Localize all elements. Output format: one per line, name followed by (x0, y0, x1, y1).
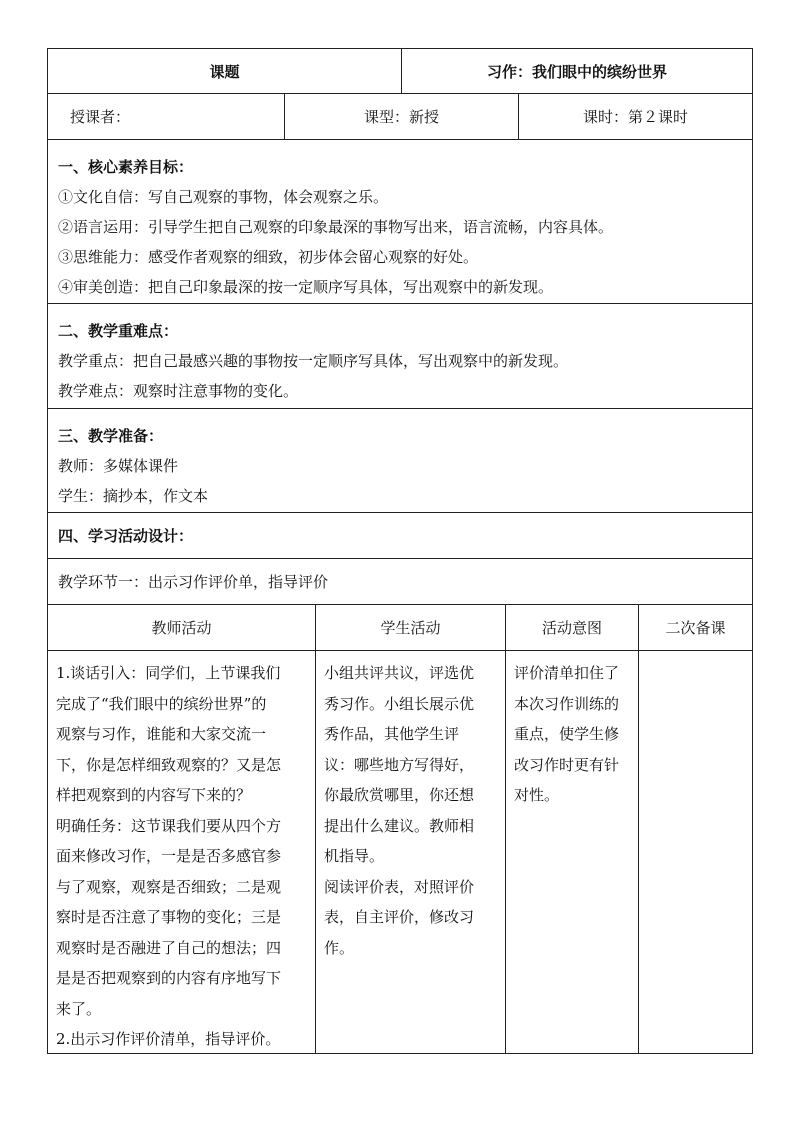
topic-row (47, 48, 753, 94)
teacher-activity-line: 来了。 (56, 999, 102, 1018)
activity-columns-header (47, 605, 753, 651)
preparation-item: 教师：多媒体课件 (58, 457, 179, 475)
student-activity-line: 你最欣赏哪里，你还想 (324, 786, 475, 804)
intent-line: 对性。 (514, 786, 560, 804)
teacher-activity-cell (48, 651, 315, 1053)
lesson-hours: 课时：第２课时 (518, 94, 752, 139)
teacher-activity-line: 下，你是怎样细致观察的？又是怎 (56, 755, 282, 774)
student-activity-cell (315, 651, 505, 1053)
student-activity-line: 表，自主评价，修改习 (324, 908, 475, 926)
intent-line: 重点，使学生修 (514, 725, 620, 743)
column-header-second-prep: 二次备课 (638, 605, 752, 650)
preparation-item: 学生：摘抄本，作文本 (58, 487, 209, 505)
student-activity-line: 作。 (324, 938, 355, 957)
teacher-activity-line: 样把观察到的内容写下来的？ (56, 786, 252, 804)
goal-item: ②语言运用：引导学生把自己观察的印象最深的事物写出来，语言流畅，内容具体。 (58, 218, 614, 236)
key-point-item: 教学重点：把自己最感兴趣的事物按一定顺序写具体，写出观察中的新发现。 (58, 352, 569, 370)
second-prep-cell (638, 651, 752, 1053)
preparation-section (47, 409, 753, 513)
preparation-heading: 三、教学准备： (58, 427, 164, 445)
segment-row (47, 559, 753, 605)
key-point-item: 教学难点：观察时注意事物的变化。 (58, 382, 299, 400)
teacher-activity-line: 1.谈话引入：同学们，上节课我们 (56, 664, 281, 682)
teacher-activity-line: 察时是否注意了事物的变化；三是 (56, 908, 282, 926)
info-row (47, 94, 753, 140)
teacher-activity-line: 与了观察，观察是否细致；二是观 (56, 877, 282, 896)
topic-label: 课题 (209, 62, 240, 81)
lesson-plan-table (47, 48, 753, 1054)
intent-line: 本次习作训练的 (514, 694, 620, 713)
teacher-activity-line: 明确任务：这节课我们要从四个方 (56, 816, 282, 835)
column-header-student: 学生活动 (315, 605, 505, 650)
intent-line: 评价清单扣住了 (514, 664, 620, 682)
student-activity-line: 阅读评价表，对照评价 (324, 877, 475, 896)
teacher-activity-line: 完成了“我们眼中的缤纷世界”的 (56, 694, 267, 713)
goals-section (47, 140, 753, 304)
student-activity-line: 小组共评共议，评选优 (324, 664, 475, 682)
goal-item: ③思维能力：感受作者观察的细致，初步体会留心观察的好处。 (58, 248, 479, 266)
key-points-section (47, 304, 753, 409)
teacher-label: 授课者： (70, 108, 131, 126)
goal-item: ①文化自信：写自己观察的事物，体会观察之乐。 (58, 188, 389, 206)
student-activity-line: 秀习作。小组长展示优 (324, 694, 475, 713)
student-activity-line: 机指导。 (324, 847, 385, 865)
teacher-activity-line: 2.出示习作评价清单，指导评价。 (56, 1030, 281, 1048)
teacher-activity-line: 观察时是否融进了自己的想法；四 (56, 938, 282, 957)
key-points-heading: 二、教学重难点： (58, 322, 179, 340)
intent-cell (505, 651, 638, 1053)
goals-heading: 一、核心素养目标： (58, 158, 194, 176)
topic-value: 习作：我们眼中的缤纷世界 (401, 49, 752, 93)
intent-line: 改习作时更有针 (514, 755, 620, 774)
student-activity-line: 秀作品，其他学生评 (324, 725, 460, 743)
lesson-type: 课型：新授 (284, 94, 518, 139)
activity-heading: 四、学习活动设计： (58, 527, 194, 545)
student-activity-line: 提出什么建议。教师相 (324, 816, 475, 835)
column-header-intent: 活动意图 (505, 605, 638, 650)
column-header-teacher: 教师活动 (151, 619, 212, 637)
goal-item: ④审美创造：把自己印象最深的按一定顺序写具体，写出观察中的新发现。 (58, 278, 554, 296)
activity-heading-row (47, 513, 753, 559)
student-activity-line: 议：哪些地方写得好， (324, 755, 475, 774)
activity-content-row (47, 651, 753, 1054)
teacher-activity-line: 是是否把观察到的内容有序地写下 (56, 969, 282, 987)
segment-title: 教学环节一：出示习作评价单，指导评价 (58, 573, 329, 591)
teacher-activity-line: 观察与习作，谁能和大家交流一 (56, 725, 267, 743)
teacher-activity-line: 面来修改习作，一是是否多感官参 (56, 847, 282, 865)
